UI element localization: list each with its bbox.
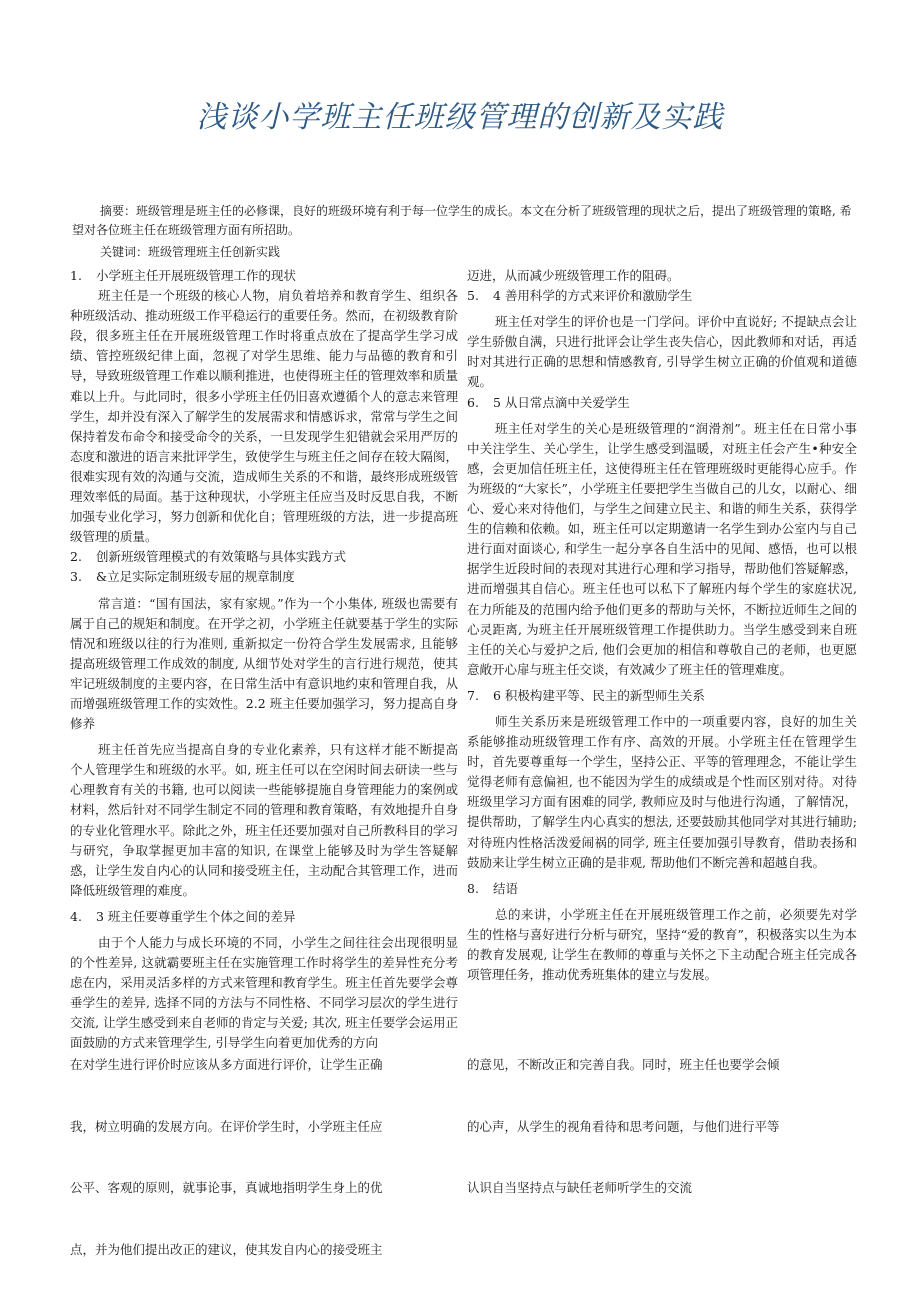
section-body-3b: 班主任首先应当提高自身的专业化素养，只有这样才能不断提高个人管理学生和班级的水平。如, 班主任可以在空闲时间去研读一些与心理教育有关的书籍, 也可以阅读一些能够提施自身管理能力的案例或材料，然后针对不同学生制定不同的管理和教育策略，有效地提升自身的专业化管理水平。除此之外，班主任还要加强对自己所教科目的学习与研究，争取掌握更加丰富的知识, 在课堂上能够及时为学生答疑解惑，让学生发自内心的认同和接受班主任，主动配合其管理工作，进而降低班级管理的难度。 — [70, 742, 458, 898]
section-body-6: 班主任对学生的关心是班级管理的“润滑剂”。班主任在日常小事中关注学生、关心学生，让学生感受到温暖，对班主任会产生•种安全感，会更加信任班主任，这使得班主任在管理班级时更能得心应手。作为班级的“大家长”，小学班主任要把学生当做自己的儿女，以耐心、细心、爱心来对待他们，与学生之间建立民主、和谐的师生关系，获得学生的信赖和依赖。如，班主任可以定期邀请一名学生到办公室内与自己进行面对面谈心, 和学生一起分享各自生活中的见闻、感悟，也可以根据学生近段时间的表现对其进行心理和学习指导，帮助他们答疑解惑，进而增强其自信心。班主任也可以私下了解班内每个学生的家庭状况, 在力所能及的范围内给予他们更多的帮助与关怀，不断拉近师生之间的心灵距离, 为班主任开展班级管理工作提供助力。当学生感受到来自班主任的关心与爱护之后, 他们会更加的相信和尊敬自己的老师，也更愿意敞开心扉与班主任交谈，有效减少了班主任的管理难度。 — [467, 420, 857, 677]
right-column — [467, 266, 857, 985]
section-body-1: 班主任是一个班级的核心人物，肩负着培养和教育学生、组织各种班级活动、推动班级工作平稳运行的重要任务。然而，在初级教育阶段，很多班主任在开展班级管理工作时将重点放在了提高学生学习成绩、管控班级纪律上面，忽视了对学生思维、能力与品德的教育和引导，导致班级管理工作难以顺利推进，也使得班主任的管理效率和质量难以上升。与此同时，很多小学班主任仍旧喜欢遵循个人的意志来管理学生，却并没有深入了解学生的发展需求和情感诉求，常常与学生之间保持着发布命令和接受命令的关系，一旦发现学生犯错就会采用严厉的态度和激进的语言来批评学生，致使学生与班主任之间存在较大隔阂，很难实现有效的沟通与交流，造成师生关系的不和谐，最终形成班级管理效率低的局面。基于这种现状，小学班主任应当及时反思自我，不断加强专业化学习，努力创新和优化自；管理班级的方法，进一步提高班级管理的质量。 — [70, 288, 458, 545]
section-heading-4: 4. 3 班主任要尊重学生个体之间的差异 — [70, 908, 296, 924]
fragment-line: 我，树立明确的发展方向。在评价学生时，小学班主任应 — [70, 1118, 383, 1134]
section-body-4: 由于个人能力与成长环境的不同，小学生之间往往会出现很明显的个性差异, 这就霸要班主任在实施管理工作时将学生的差异性充分考虑在内，采用灵活多样的方式来管理和教育学生。班主任首先要学会尊垂学生的差异, 选择不同的方法与不同性格、不同学习层次的学生进行交流, 让学生感受到来自老师的肯定与关爱; 其次, 班主任要学会运用正面鼓励的方式来管理学生, 引导学生向着更加优秀的方向 — [70, 935, 458, 1051]
section-heading-7: 7. 6 积极构建平等、民主的新型师生关系 — [467, 687, 705, 703]
fragment-line: 的意见，不断改正和完善自我。同时，班主任也要学会倾 — [467, 1057, 780, 1072]
fragment-line: 认识自当坚持点与缺任老师听学生的交流 — [467, 1180, 693, 1195]
section-heading-8: 8. 结语 — [467, 880, 519, 896]
section-body-5: 班主任对学生的评价也是一门学问。评价中直说好; 不提缺点会让学生骄傲自满，只进行批评会让学生丧失信心，因此教师和对话，再适时对其进行正确的思想和情感教育, 引导学生树立正确的价值观和道德观。 — [467, 314, 857, 390]
left-column — [70, 266, 458, 1054]
abstract: 摘要：班级管理是班主任的必修课，良好的班级环境有利于每一位学生的成长。本文在分析了班级管理的现状之后，提出了班级管理的策略, 希望对各位班主任在班级管理方面有所招助。 — [72, 204, 852, 237]
section-heading-6: 6. 5 从日常点滴中关爱学生 — [467, 394, 630, 410]
section-heading-5: 5. 4 善用科学的方式来评价和激励学生 — [467, 288, 693, 304]
keywords: 关键词：班级管理班主任创新实践 — [100, 245, 281, 259]
section-body-8: 总的来讲，小学班主任在开展班级管理工作之前，必须要先对学生的性格与喜好进行分析与研究，坚持“爱的教育”，积极落实以生为本的教育发展观, 让学生在教师的尊重与关怀之下主动配合班主任完成各项管理任务，推动优秀班集体的建立与发展。 — [467, 906, 857, 983]
fragment-line: 公平、客观的原则，就事论事，真诚地指明学生身上的优 — [70, 1180, 383, 1195]
fragment-line: 点，并为他们提出改正的建议，使其发自内心的接受班主 — [70, 1241, 383, 1257]
fragment-line: 在对学生进行评价时应该从多方面进行评价，让学生正确 — [70, 1057, 383, 1072]
bottom-left-fragment — [70, 1014, 458, 1281]
document-title: 浅谈小学班主任班级管理的创新及实践 — [196, 100, 724, 135]
bottom-right-fragment — [467, 1014, 857, 1219]
section-heading-2: 2. 创新班级管理模式的有效策略与具体实践方式 — [70, 549, 347, 565]
fragment-line: 的心声，从学生的视角看待和思考问题，与他们进行平等 — [467, 1118, 780, 1134]
section-heading-1: 1. 小学班主任开展班级管理工作的现状 — [70, 268, 297, 283]
continued-text: 迈进，从而减少班级管理工作的阻碍。 — [467, 268, 680, 283]
section-heading-3: 3. &立足实际定制班级专屈的规章制度 — [70, 569, 295, 585]
section-body-7: 师生关系历来是班级管理工作中的一项重要内容，良好的加生关系能够推动班级管理工作有序、高效的开展。小学班主任在管理学生时，首先要尊重每一个学生，坚持公正、平等的管理理念，不能让学生觉得老师有意偏袒, 也不能因为学生的成绩或是个性而区别对待。对待班级里学习方面有困难的同学, 教师应及时与他进行沟通，了解情况，提供帮助，了解学生内心真实的想法, 还要鼓励其他同学对其进行辅助; 对待班内性格活泼爱闹祸的同学, 班主任要加强引导教育，借助表扬和鼓励来让学生树立正确的是非观, 帮助他们不断完善和超越自我。 — [467, 713, 857, 870]
section-body-3: 常言道：“国有国法，家有家规。”作为一个小集体, 班级也需要有属于自己的规矩和制度。在开学之初，小学班主任就要基于学生的实际情况和班级以往的行为准则, 重新拟定一份符合学生发展需求, 且能够提高班级管理工作成效的制度, 从细节处对学生的言行进行规范，使其牢记班级制度的主要内容，在日常生活中有意识地约束和管理自我，从而增强班级管理工作的实效性。2.2 班主任要加强学习，努力提高自身修养 — [70, 595, 458, 732]
